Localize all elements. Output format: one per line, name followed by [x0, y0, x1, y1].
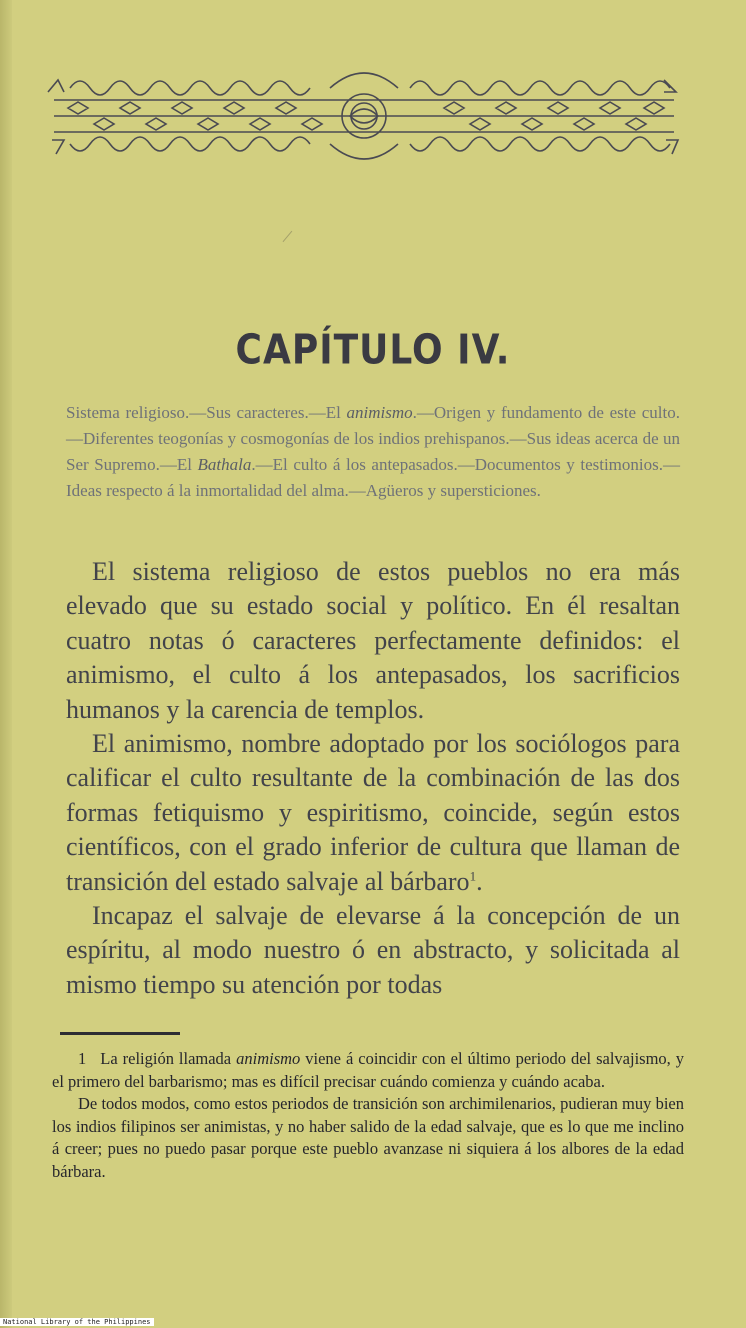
footnote-number: 1	[78, 1049, 87, 1068]
summary-term-bathala: Bathala	[197, 455, 252, 474]
footnote-continuation: De todos modos, como estos periodos de transición son archimilenarios, pudieran muy bien los indios filipinos ser animistas, y no haber salido de la edad salvaje, que es lo que me inclino á creer; pues no puedo pasar porque este pueblo avanzase ni siquiera á los albores de la edad bárbara.	[52, 1094, 684, 1181]
paragraph-text: El animismo, nombre adoptado por los sociólogos para calificar el culto resultante de la combinación de las dos formas fetiquismo y espiritismo, coincide, según estos científicos, con el grado inferior de cultura que llaman de transición del estado salvaje al bárbaro	[66, 729, 680, 896]
paragraph: El sistema religioso de estos pueblos no era más elevado que su estado social y político. En él resaltan cuatro notas ó caracteres perfectamente definidos: el animismo, el culto á los antepasados, los sacrificios humanos y la carencia de templos.	[66, 557, 680, 724]
header-ornament	[44, 66, 684, 166]
paragraph-end: .	[476, 866, 483, 896]
footnote-term: animismo	[236, 1049, 301, 1068]
body-text	[66, 555, 680, 1002]
summary-text: .—El culto á los antepasados.—Documentos y testimonios.—Ideas respecto á la inmortalidad del alma.—Agüeros y supersticiones.	[66, 455, 680, 500]
paragraph: Incapaz el salvaje de elevarse á la concepción de un espíritu, al modo nuestro ó en abstracto, y solicitada al mismo tiempo su atención por todas	[66, 901, 680, 999]
paragraph	[66, 727, 680, 899]
footnotes	[52, 1048, 684, 1183]
footnote-text: La religión llamada	[100, 1049, 237, 1068]
library-mark: National Library of the Philippines	[0, 1318, 154, 1326]
summary-text: Sistema religioso.—Sus caracteres.—El	[66, 403, 347, 422]
summary-text: .—Origen y fundamento de este culto.—Diferentes teogonías y cosmogonías de los indios prehispanos.—Sus ideas acerca de un Ser Supremo.—El	[66, 403, 681, 474]
footnote-rule	[60, 1032, 180, 1035]
summary-term-animismo: animismo	[346, 403, 413, 422]
footnote	[52, 1048, 684, 1093]
chapter-summary	[66, 400, 680, 504]
stray-mark	[283, 231, 299, 248]
footnote-reference: 1	[469, 868, 477, 883]
footnote-text: viene á coincidir con el último periodo del salvajismo, y el primero del barbarismo; mas es difícil precisar cuándo comienza y cuándo acaba.	[52, 1049, 684, 1091]
chapter-title: CAPÍTULO IV.	[235, 326, 511, 375]
page-edge	[0, 0, 12, 1328]
